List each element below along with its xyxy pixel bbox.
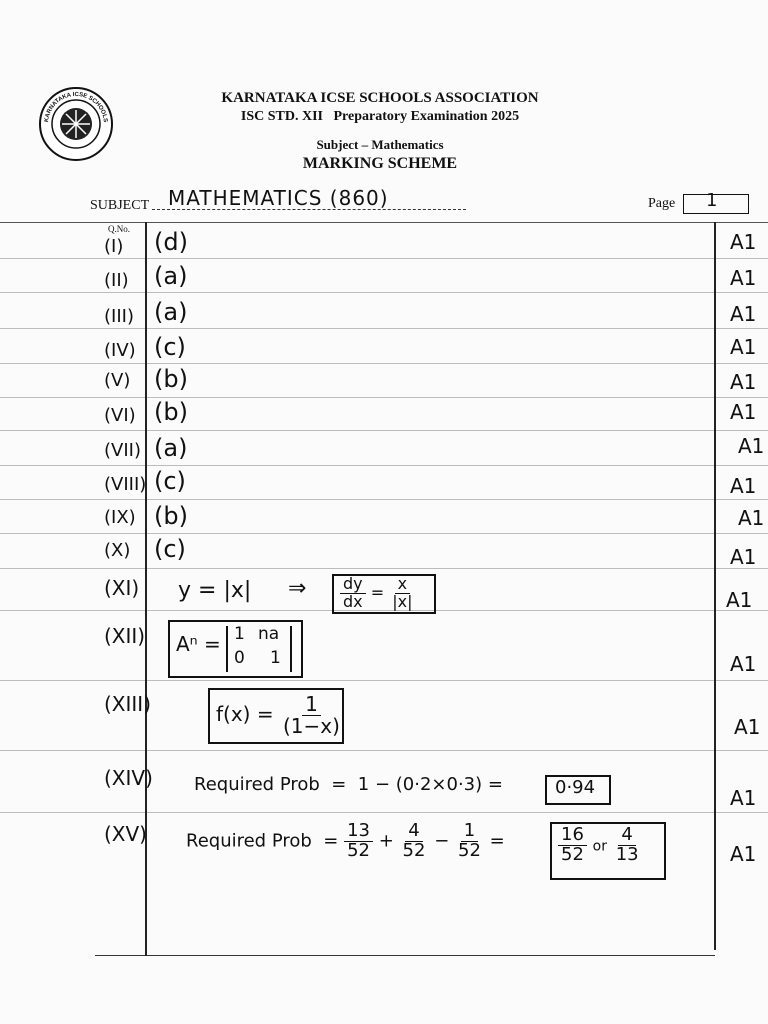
question-number: (VIII) [104,474,147,495]
row-divider [0,533,768,534]
mark: A1 [730,786,757,810]
answer: (b) [154,502,188,530]
question-number: (XIV) [104,766,153,790]
xiv-result: 0·94 [555,777,596,798]
page-label: Page [648,196,676,211]
association-title: KARNATAKA ICSE SCHOOLS ASSOCIATION [221,90,539,106]
row-divider [0,258,768,259]
mark: A1 [730,545,757,569]
row-divider [0,363,768,364]
subject-line: Subject – Mathematics [316,137,444,152]
question-number: (VI) [104,405,136,426]
answer: (a) [154,298,188,326]
matrix-cell: na [258,624,280,644]
row-divider [0,465,768,466]
mark: A1 [730,400,757,424]
row-divider [0,397,768,398]
answer: (c) [154,467,186,495]
implies-symbol: ⇒ [288,576,307,601]
mark: A1 [730,335,757,359]
question-number: (X) [104,540,131,561]
qno-label: Q.No. [108,224,130,234]
mark: A1 [730,230,757,254]
mark: A1 [734,715,761,739]
question-number: (V) [104,370,131,391]
mark: A1 [730,652,757,676]
mark: A1 [730,302,757,326]
matrix-left-bar [226,626,228,672]
xii-lhs: Aⁿ = [176,632,221,656]
mark: A1 [738,434,765,458]
association-seal [38,86,114,162]
matrix-right-bar [290,626,292,672]
row-divider [0,568,768,569]
seal-text: KARNATAKA ICSE SCHOOLS [44,91,108,123]
xiii-answer: f(x) = $\frac{1}{(1-x)}$ [216,692,340,738]
mark: A1 [730,842,757,866]
top-border [0,222,768,223]
matrix-cell: 0 [234,648,245,668]
subject-label: SUBJECT [90,198,150,213]
marks-column-divider [714,222,716,950]
bottom-border [95,955,715,956]
question-number: (VII) [104,440,141,461]
row-divider [0,750,768,751]
question-number: (XII) [104,624,146,648]
xi-equation: y = |x| [178,578,252,603]
row-divider [0,812,768,813]
row-divider [0,430,768,431]
page-number: 1 [706,190,718,211]
xv-working: Required Prob = $\frac{13}{52}$ + $\frac{4}{52}$ − $\frac{1}{52}$ = [186,820,505,861]
mark: A1 [730,370,757,394]
answer: (a) [154,262,188,290]
answer: (c) [154,333,186,361]
row-divider [0,328,768,329]
question-number: (XIII) [104,692,152,716]
question-number: (I) [104,236,124,257]
mark: A1 [726,588,753,612]
answer: (b) [154,398,188,426]
question-number: (XI) [104,576,140,600]
question-number: (IX) [104,507,136,528]
row-divider [0,292,768,293]
row-divider [0,680,768,681]
answer: (d) [154,228,188,256]
answer: (a) [154,434,188,462]
exam-title: ISC STD. XII Preparatory Examination 2025 [240,109,520,124]
marking-scheme-title: MARKING SCHEME [302,155,458,172]
xv-result: $\frac{16}{52}$ or $\frac{4}{13}$ [558,826,642,865]
answer: (c) [154,535,186,563]
subject-value: MATHEMATICS (860) [168,186,389,210]
answer: (b) [154,365,188,393]
question-number: (II) [104,270,129,291]
question-number: (IV) [104,340,136,361]
matrix-cell: 1 [270,648,281,668]
xiv-working: Required Prob = 1 − (0·2×0·3) = [194,774,503,795]
question-number: (III) [104,306,134,327]
mark: A1 [730,474,757,498]
row-divider [0,499,768,500]
question-number: (XV) [104,822,147,846]
mark: A1 [738,506,765,530]
matrix-cell: 1 [234,624,245,644]
xi-answer: $\frac{dy}{dx}$ = $\frac{x}{|x|}$ [340,576,415,611]
mark: A1 [730,266,757,290]
